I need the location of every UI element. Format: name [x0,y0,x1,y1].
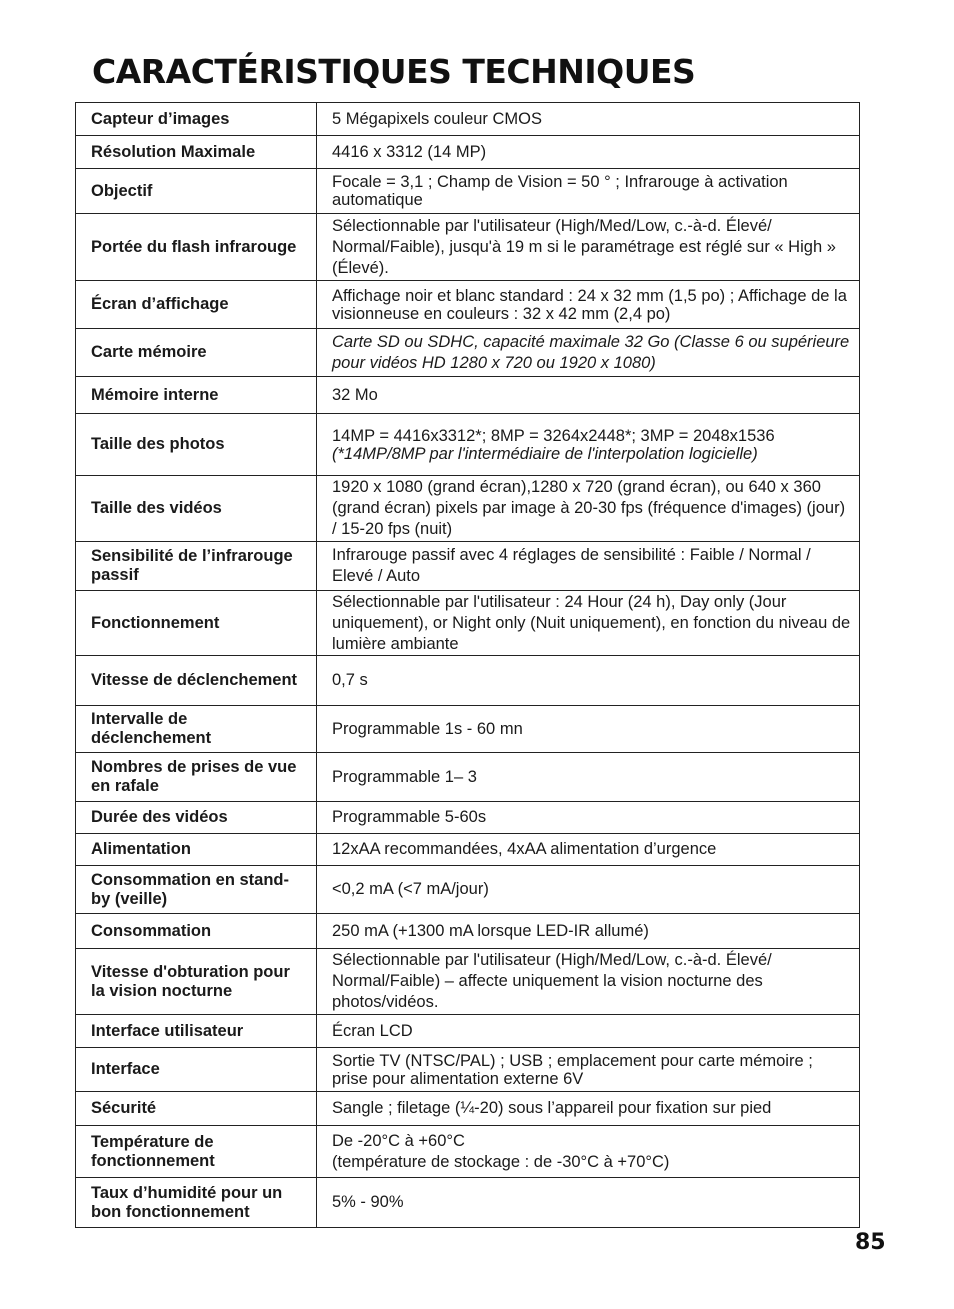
spec-label: Carte mémoire [76,329,317,377]
spec-value: Sélectionnable par l'utilisateur (High/Med/Low, c.-à-d. Élevé/ Normal/Faible) – affecte uniquement la vision nocturne des photos/vidéos. [317,949,860,1015]
spec-label: Portée du flash infrarouge [76,214,317,281]
spec-value: Carte SD ou SDHC, capacité maximale 32 Go (Classe 6 ou supérieure pour vidéos HD 1280 x 720 ou 1920 x 1080) [317,329,860,377]
spec-value: 0,7 s [317,656,860,706]
spec-value: 5% - 90% [317,1178,860,1228]
page-number: 85 [855,1230,886,1255]
page-title: CARACTÉRISTIQUES TECHNIQUES [92,52,696,91]
table-row [76,656,860,706]
spec-value: Écran LCD [317,1015,860,1048]
spec-value-note: (température de stockage : de -30°C à +70°C) [332,1152,670,1171]
table-row [76,1126,860,1178]
spec-value: Focale = 3,1 ; Champ de Vision = 50 ° ; Infrarouge à activation automatique [317,169,860,214]
spec-label: Écran d’affichage [76,281,317,329]
spec-value: Programmable 5-60s [317,802,860,834]
spec-value: Affichage noir et blanc standard : 24 x 32 mm (1,5 po) ; Affichage de la visionneuse en couleurs : 32 x 42 mm (2,4 po) [317,281,860,329]
table-row [76,329,860,377]
spec-label: Vitesse de déclenchement [76,656,317,706]
spec-label: Taille des vidéos [76,476,317,542]
spec-label: Alimentation [76,834,317,866]
table-row [76,802,860,834]
spec-value: Sélectionnable par l'utilisateur (High/Med/Low, c.-à-d. Élevé/ Normal/Faible), jusqu'à 19 m si le paramétrage est réglé sur « High » (Élevé). [317,214,860,281]
spec-value-note: (*14MP/8MP par l'intermédiaire de l'interpolation logicielle) [332,444,758,463]
spec-label: Interface [76,1048,317,1092]
spec-value: Sangle ; filetage (¼-20) sous l’appareil pour fixation sur pied [317,1092,860,1126]
table-row [76,103,860,136]
spec-label: Mémoire interne [76,377,317,414]
spec-label: Sécurité [76,1092,317,1126]
table-row [76,834,860,866]
table-row [76,214,860,281]
spec-value: Infrarouge passif avec 4 réglages de sensibilité : Faible / Normal / Elevé / Auto [317,542,860,591]
table-row [76,591,860,656]
spec-value [317,414,860,476]
spec-value: 1920 x 1080 (grand écran),1280 x 720 (grand écran), ou 640 x 360 (grand écran) pixels par image à 20-30 fps (fréquence d'images) (jour) / 15-20 fps (nuit) [317,476,860,542]
table-row [76,753,860,802]
table-row [76,706,860,753]
table-row [76,169,860,214]
spec-value-text: De -20°C à +60°C [332,1131,465,1150]
table-row [76,377,860,414]
table-row [76,281,860,329]
table-row [76,542,860,591]
spec-label: Capteur d’images [76,103,317,136]
spec-label: Vitesse d'obturation pour la vision nocturne [76,949,317,1015]
table-row [76,866,860,914]
spec-label: Nombres de prises de vue en rafale [76,753,317,802]
table-row [76,1048,860,1092]
table-row [76,1015,860,1048]
table-row [76,476,860,542]
spec-label: Interface utilisateur [76,1015,317,1048]
table-row [76,1178,860,1228]
spec-value: Programmable 1– 3 [317,753,860,802]
spec-label: Température de fonctionnement [76,1126,317,1178]
spec-value: <0,2 mA (<7 mA/jour) [317,866,860,914]
table-row [76,914,860,949]
spec-table [75,102,860,1228]
spec-label: Résolution Maximale [76,136,317,169]
spec-value: 32 Mo [317,377,860,414]
spec-value: 5 Mégapixels couleur CMOS [317,103,860,136]
spec-value: 4416 x 3312 (14 MP) [317,136,860,169]
table-row [76,949,860,1015]
spec-label: Durée des vidéos [76,802,317,834]
spec-label: Objectif [76,169,317,214]
spec-value: Programmable 1s - 60 mn [317,706,860,753]
spec-label: Consommation en stand-by (veille) [76,866,317,914]
table-row [76,1092,860,1126]
spec-value-text: 14MP = 4416x3312*; 8MP = 3264x2448*; 3MP = 2048x1536 [332,426,775,445]
spec-label: Taux d’humidité pour un bon fonctionnement [76,1178,317,1228]
spec-label: Taille des photos [76,414,317,476]
spec-label: Sensibilité de l’infrarouge passif [76,542,317,591]
spec-value [317,1126,860,1178]
spec-label: Consommation [76,914,317,949]
spec-value: Sortie TV (NTSC/PAL) ; USB ; emplacement pour carte mémoire ; prise pour alimentation externe 6V [317,1048,860,1092]
spec-label: Fonctionnement [76,591,317,656]
spec-label: Intervalle de déclenchement [76,706,317,753]
table-row [76,414,860,476]
spec-value: 12xAA recommandées, 4xAA alimentation d’urgence [317,834,860,866]
spec-value: Sélectionnable par l'utilisateur : 24 Hour (24 h), Day only (Jour uniquement), or Night only (Nuit uniquement), en fonction du niveau de lumière ambiante [317,591,860,656]
table-row [76,136,860,169]
spec-value: 250 mA (+1300 mA lorsque LED-IR allumé) [317,914,860,949]
